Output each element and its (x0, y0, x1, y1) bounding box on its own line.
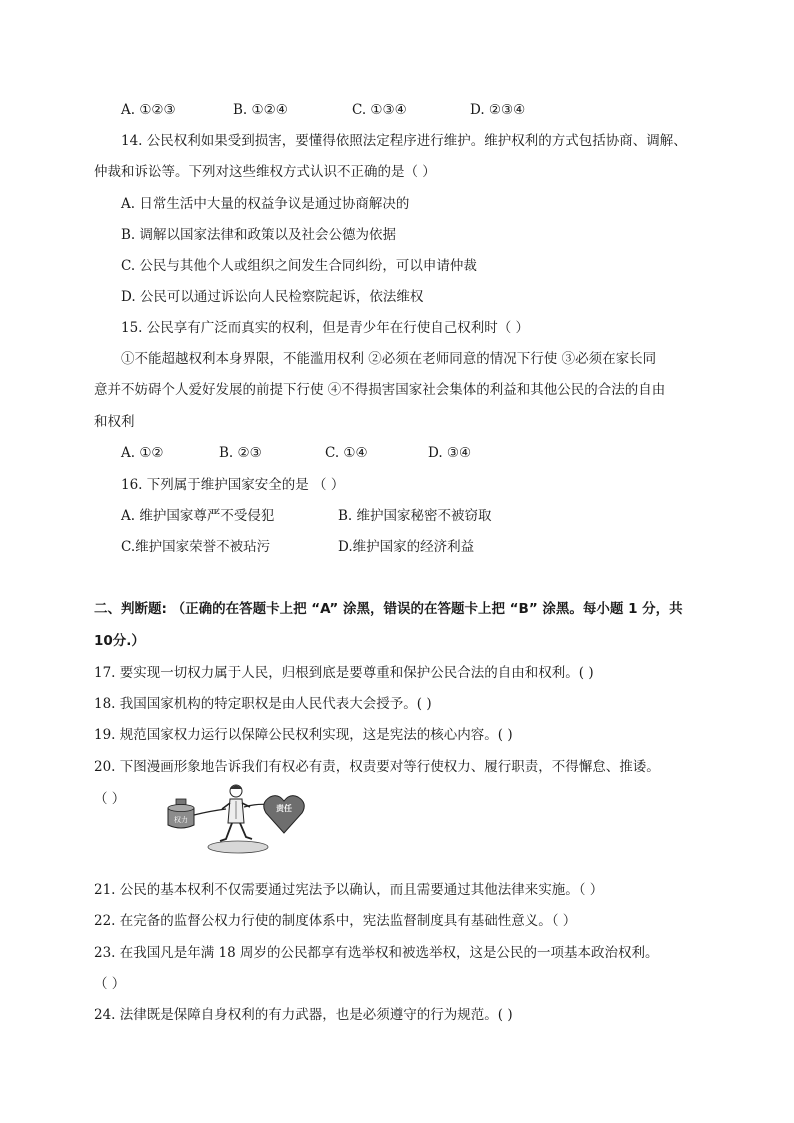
q14-stem-line1: 14. 公民权利如果受到损害，要懂得依照法定程序进行维护。维护权利的方式包括协商、调解、 (121, 133, 687, 149)
q15-stem-line4: 和权利 (94, 414, 135, 430)
q16-option-c: C.维护国家荣誉不被玷污 (121, 539, 271, 555)
q16-options-row1 (121, 506, 621, 526)
q16-option-a: A. 维护国家尊严不受侵犯 (121, 508, 275, 524)
q21: 21. 公民的基本权利不仅需要通过宪法予以确认，而且需要通过其他法律来实施。（ ） (94, 882, 604, 898)
q18: 18. 我国国家机构的特定职权是由人民代表大会授予。( ) (94, 696, 432, 712)
q14-option-b: B. 调解以国家法律和政策以及社会公德为依据 (121, 227, 397, 243)
q14-stem-line2: 仲裁和诉讼等。下列对这些维权方式认识不正确的是（ ） (94, 164, 436, 180)
q19: 19. 规范国家权力运行以保障公民权利实现，这是宪法的核心内容。( ) (94, 727, 513, 743)
q14-option-c: C. 公民与其他个人或组织之间发生合同纠纷，可以申请仲裁 (121, 258, 477, 274)
q13-options (121, 100, 681, 120)
q23-blank: （ ） (94, 976, 126, 992)
q13-option-b: B. ①②④ (233, 102, 288, 118)
q20-blank: （ ） (94, 791, 126, 807)
q15-option-d: D. ③④ (428, 445, 472, 461)
q16-stem: 16. 下列属于维护国家安全的是 （ ） (121, 477, 345, 493)
q15-option-b: B. ②③ (219, 445, 262, 461)
cartoon-responsibility-label: 责任 (276, 804, 292, 813)
q20-stem: 20. 下图漫画形象地告诉我们有权必有责，权责要对等行使权力、履行职责，不得懈怠、推诿。 (94, 759, 660, 775)
power-responsibility-cartoon (160, 781, 320, 857)
q16-option-d: D.维护国家的经济利益 (338, 539, 475, 555)
q15-option-c: C. ①④ (325, 445, 368, 461)
q15-option-a: A. ①② (121, 445, 164, 461)
q15-stem-line2: ①不能超越权利本身界限，不能滥用权利 ②必须在老师同意的情况下行使 ③必须在家长同 (121, 351, 657, 367)
q14-option-a: A. 日常生活中大量的权益争议是通过协商解决的 (121, 196, 410, 212)
q13-option-c: C. ①③④ (352, 102, 407, 118)
q15-stem-line1: 15. 公民享有广泛而真实的权利，但是青少年在行使自己权利时（ ） (121, 320, 530, 336)
q15-options (121, 443, 621, 463)
q23-stem: 23. 在我国凡是年满 18 周岁的公民都享有选举权和被选举权，这是公民的一项基本政治权利。 (94, 945, 659, 961)
section2-heading-line2: 10分.） (94, 633, 145, 649)
q16-options-row2 (121, 537, 621, 557)
q13-option-d: D. ②③④ (470, 102, 526, 118)
q24: 24. 法律既是保障自身权利的有力武器，也是必须遵守的行为规范。( ) (94, 1007, 513, 1023)
q15-stem-line3: 意并不妨碍个人爱好发展的前提下行使 ④不得损害国家社会集体的利益和其他公民的合法的自由 (94, 382, 666, 398)
section2-heading-line1: 二、判断题: （正确的在答题卡上把 “A” 涂黑，错误的在答题卡上把 “B” 涂黑。每小题 1 分，共 (94, 601, 683, 617)
q13-option-a: A. ①②③ (121, 102, 176, 118)
q16-option-b: B. 维护国家秘密不被窃取 (338, 508, 492, 524)
q22: 22. 在完备的监督公权力行使的制度体系中，宪法监督制度具有基础性意义。（ ） (94, 913, 577, 929)
cartoon-power-label: 权力 (174, 816, 188, 824)
q14-option-d: D. 公民可以通过诉讼向人民检察院起诉，依法维权 (121, 289, 424, 305)
q17: 17. 要实现一切权力属于人民，归根到底是要尊重和保护公民合法的自由和权利。( ) (94, 665, 594, 681)
